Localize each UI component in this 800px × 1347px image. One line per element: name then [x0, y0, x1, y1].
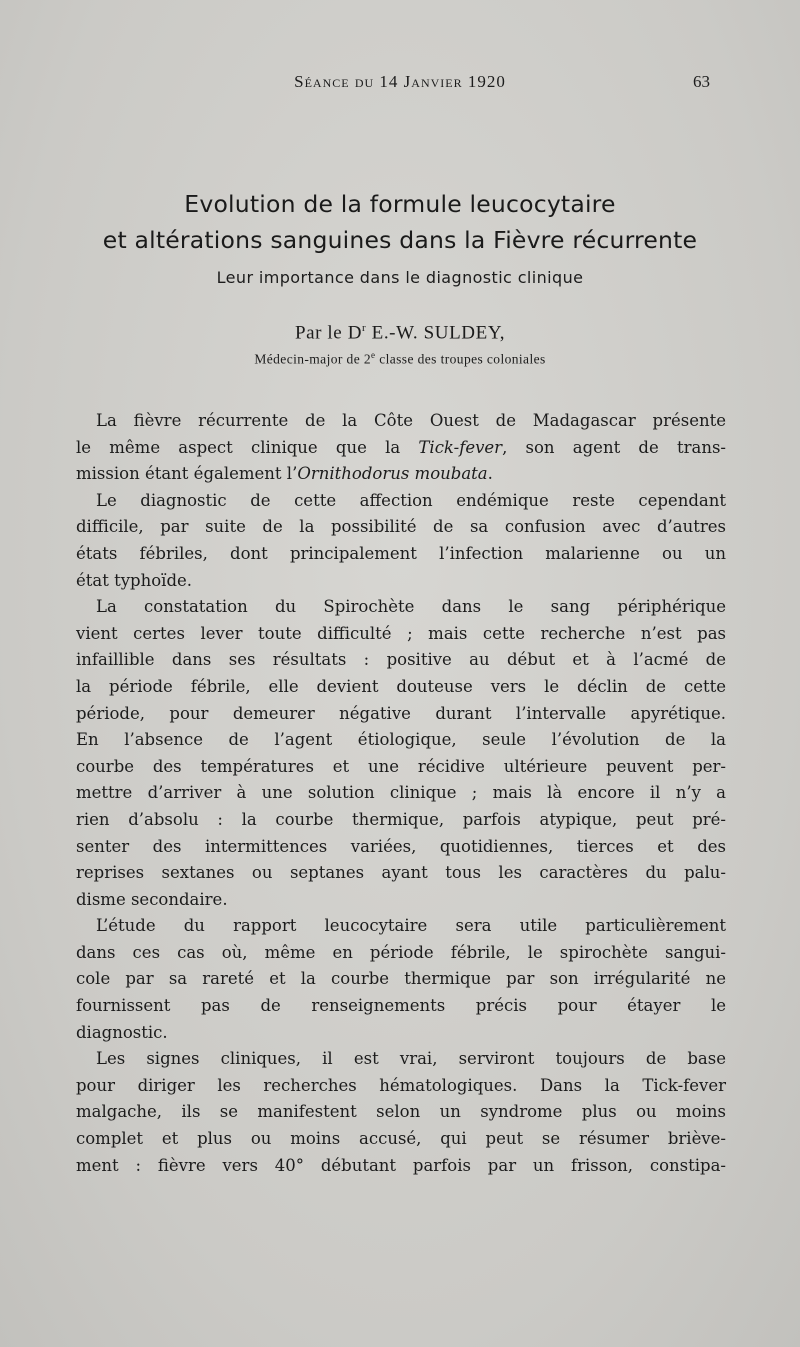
author-line	[0, 322, 800, 344]
text-line: reprises sextanes ou septanes ayant tous les caractères du palu-	[76, 863, 726, 883]
text-line: disme secondaire.	[76, 889, 228, 909]
text-line: états fébriles, dont principalement l’infection malarienne ou un	[76, 543, 726, 563]
text-line: malgache, ils se manifestent selon un syndrome plus ou moins	[76, 1102, 726, 1122]
italic-term: Tick-fever	[418, 437, 503, 457]
article-title-block	[0, 186, 800, 298]
text-line: mission étant également l’Ornithodorus moubata.	[76, 464, 493, 484]
text-line: Les signes cliniques, il est vrai, serviront toujours de base	[96, 1049, 726, 1069]
text-line: mettre d’arriver à une solution clinique ; mais là encore il n’y a	[76, 783, 726, 803]
text-line: ment : fièvre vers 40° débutant parfois par un frisson, constipa-	[76, 1155, 726, 1175]
text-line: cole par sa rareté et la courbe thermique par son irrégularité ne	[76, 969, 726, 989]
text-line: le même aspect clinique que la Tick-fever, son agent de trans-	[76, 437, 726, 457]
text-line: difficile, par suite de la possibilité de sa confusion avec d’autres	[76, 517, 726, 537]
text-line: Le diagnostic de cette affection endémique reste cependant	[96, 490, 726, 510]
article-title-line-1: Evolution de la formule leucocytaire	[184, 190, 616, 218]
text-line: En l’absence de l’agent étiologique, seule l’évolution de la	[76, 730, 726, 750]
text-line: senter des intermittences variées, quotidiennes, tierces et des	[76, 836, 726, 856]
article-subtitle: Leur importance dans le diagnostic clinique	[216, 268, 584, 287]
text-line: période, pour demeurer négative durant l’intervalle apyrétique.	[76, 703, 726, 723]
author-prefix-sup: r	[362, 322, 367, 334]
body-text	[76, 408, 726, 1179]
affiliation-post: classe des troupes coloniales	[375, 351, 546, 367]
text-line: la période fébrile, elle devient douteuse vers le déclin de cette	[76, 676, 726, 696]
text-line: pour diriger les recherches hématologiques. Dans la Tick-fever	[76, 1075, 726, 1095]
article-title-line-2: et altérations sanguines dans la Fièvre récurrente	[102, 226, 698, 254]
page-number: 63	[693, 72, 710, 91]
text-line: complet et plus ou moins accusé, qui peut se résumer briève-	[76, 1129, 726, 1149]
author-prefix: Par le D	[294, 322, 363, 344]
text-line: diagnostic.	[76, 1022, 168, 1042]
text-line: La constatation du Spirochète dans le sang périphérique	[96, 597, 726, 617]
author-name: E.-W. SULDEY,	[366, 322, 506, 344]
text-line: vient certes lever toute difficulté ; mais cette recherche n’est pas	[76, 623, 726, 643]
affiliation-pre: Médecin-major de 2	[254, 351, 372, 367]
text-line: état typhoïde.	[76, 570, 193, 590]
text-line: courbe des températures et une récidive ultérieure peuvent per-	[76, 756, 726, 776]
running-head	[0, 72, 800, 96]
italic-term: Ornithodorus moubata	[297, 464, 488, 484]
text-line: La fièvre récurrente de la Côte Ouest de Madagascar présente	[96, 411, 726, 430]
running-title: Séance du 14 Janvier 1920	[294, 72, 506, 91]
text-line: fournissent pas de renseignements précis pour étayer le	[76, 996, 726, 1016]
author-affiliation	[0, 350, 800, 368]
text-line: L’étude du rapport leucocytaire sera utile particulièrement	[96, 916, 726, 936]
text-line: infaillible dans ses résultats : positive au début et à l’acmé de	[76, 650, 726, 670]
text-line: dans ces cas où, même en période fébrile, le spirochète sangui-	[76, 942, 726, 962]
affiliation-sup: e	[371, 350, 376, 360]
text-line: rien d’absolu : la courbe thermique, parfois atypique, peut pré-	[76, 809, 726, 829]
